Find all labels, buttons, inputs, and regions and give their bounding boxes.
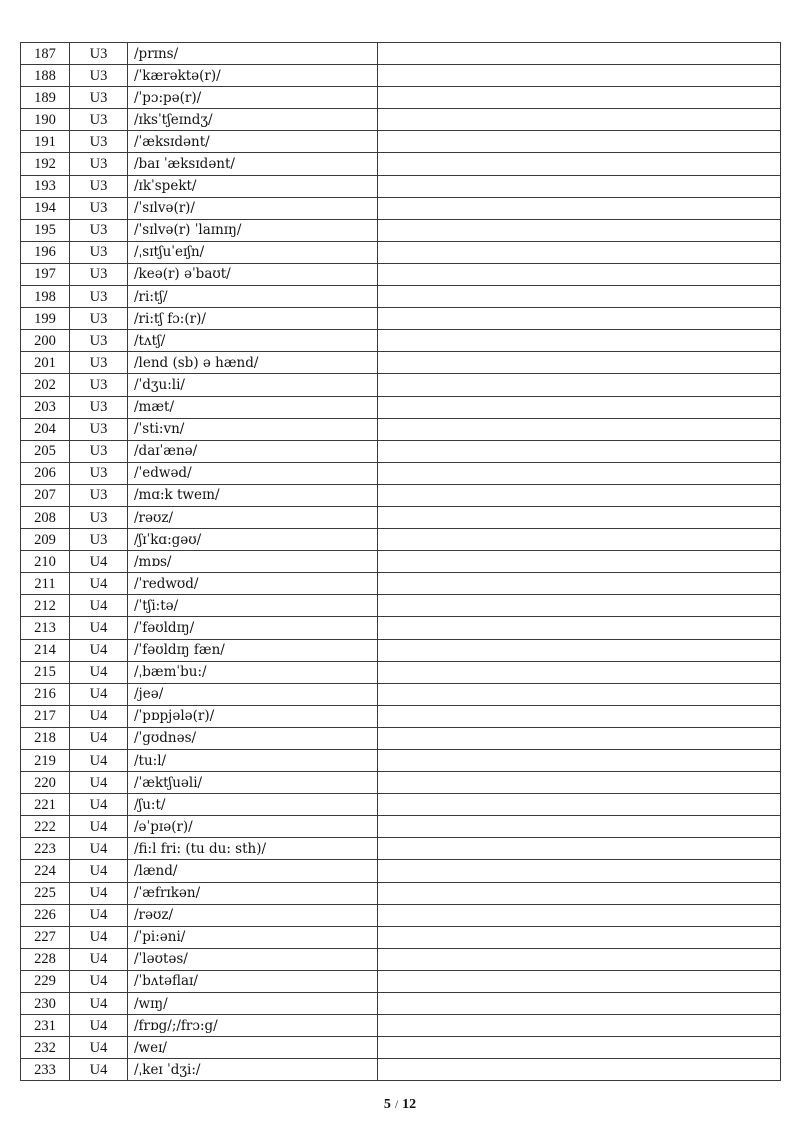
notes-cell (378, 153, 781, 175)
phonetic-cell: /ˈredwʊd/ (128, 573, 378, 595)
phonetic-cell: /ˌsɪtʃuˈeɪʃn/ (128, 241, 378, 263)
notes-cell (378, 573, 781, 595)
phonetic-cell: /tʌtʃ/ (128, 330, 378, 352)
table-row (21, 65, 781, 87)
notes-cell (378, 750, 781, 772)
phonetic-cell: /mɑ:k tweɪn/ (128, 484, 378, 506)
unit-cell: U3 (70, 43, 128, 65)
unit-cell: U4 (70, 926, 128, 948)
unit-cell: U4 (70, 1059, 128, 1081)
row-number-cell: 189 (21, 87, 70, 109)
unit-cell: U4 (70, 1037, 128, 1059)
table-row (21, 418, 781, 440)
row-number-cell: 209 (21, 529, 70, 551)
notes-cell (378, 440, 781, 462)
phonetic-cell: /ˈedwəd/ (128, 462, 378, 484)
notes-cell (378, 65, 781, 87)
unit-cell: U4 (70, 860, 128, 882)
row-number-cell: 199 (21, 308, 70, 330)
row-number-cell: 223 (21, 838, 70, 860)
page-number (0, 1097, 800, 1113)
unit-cell: U3 (70, 506, 128, 528)
table-row (21, 109, 781, 131)
table-row (21, 153, 781, 175)
current-page-number: 5 (383, 1097, 391, 1112)
unit-cell: U4 (70, 617, 128, 639)
phonetic-cell: /ˈsti:vn/ (128, 418, 378, 440)
table-row (21, 683, 781, 705)
unit-cell: U3 (70, 263, 128, 285)
unit-cell: U4 (70, 595, 128, 617)
unit-cell: U4 (70, 639, 128, 661)
phonetic-cell: /lænd/ (128, 860, 378, 882)
phonetic-cell: /prɪns/ (128, 43, 378, 65)
notes-cell (378, 352, 781, 374)
table-row (21, 462, 781, 484)
row-number-cell: 233 (21, 1059, 70, 1081)
unit-cell: U3 (70, 418, 128, 440)
table-row (21, 727, 781, 749)
row-number-cell: 228 (21, 948, 70, 970)
notes-cell (378, 374, 781, 396)
row-number-cell: 221 (21, 794, 70, 816)
row-number-cell: 227 (21, 926, 70, 948)
row-number-cell: 195 (21, 219, 70, 241)
phonetic-cell: /ˈdʒu:li/ (128, 374, 378, 396)
phonetic-cell: /ri:tʃ fɔ:(r)/ (128, 308, 378, 330)
row-number-cell: 192 (21, 153, 70, 175)
row-number-cell: 203 (21, 396, 70, 418)
table-row (21, 904, 781, 926)
row-number-cell: 213 (21, 617, 70, 639)
row-number-cell: 224 (21, 860, 70, 882)
notes-cell (378, 926, 781, 948)
table-row (21, 794, 781, 816)
row-number-cell: 204 (21, 418, 70, 440)
row-number-cell: 217 (21, 705, 70, 727)
unit-cell: U4 (70, 970, 128, 992)
row-number-cell: 188 (21, 65, 70, 87)
table-row (21, 816, 781, 838)
table-row (21, 1059, 781, 1081)
table-row (21, 330, 781, 352)
notes-cell (378, 705, 781, 727)
notes-cell (378, 639, 781, 661)
row-number-cell: 193 (21, 175, 70, 197)
unit-cell: U3 (70, 374, 128, 396)
notes-cell (378, 882, 781, 904)
notes-cell (378, 617, 781, 639)
phonetic-cell: /frɒg/;/frɔ:g/ (128, 1015, 378, 1037)
unit-cell: U3 (70, 65, 128, 87)
row-number-cell: 229 (21, 970, 70, 992)
notes-cell (378, 904, 781, 926)
notes-cell (378, 993, 781, 1015)
table-row (21, 484, 781, 506)
unit-cell: U4 (70, 750, 128, 772)
table-row (21, 396, 781, 418)
unit-cell: U3 (70, 330, 128, 352)
table-row (21, 860, 781, 882)
phonetic-cell: /ˈbʌtəflaɪ/ (128, 970, 378, 992)
phonetic-cell: /ˈpɔ:pə(r)/ (128, 87, 378, 109)
phonetic-cell: /ˈsɪlvə(r) ˈlaɪnɪŋ/ (128, 219, 378, 241)
row-number-cell: 190 (21, 109, 70, 131)
unit-cell: U3 (70, 308, 128, 330)
table-row (21, 705, 781, 727)
row-number-cell: 200 (21, 330, 70, 352)
unit-cell: U3 (70, 175, 128, 197)
unit-cell: U3 (70, 462, 128, 484)
notes-cell (378, 970, 781, 992)
unit-cell: U4 (70, 661, 128, 683)
row-number-cell: 205 (21, 440, 70, 462)
row-number-cell: 207 (21, 484, 70, 506)
row-number-cell: 219 (21, 750, 70, 772)
row-number-cell: 225 (21, 882, 70, 904)
table-row (21, 440, 781, 462)
unit-cell: U3 (70, 241, 128, 263)
phonetic-cell: /mæt/ (128, 396, 378, 418)
table-row (21, 772, 781, 794)
notes-cell (378, 219, 781, 241)
row-number-cell: 222 (21, 816, 70, 838)
table-row (21, 286, 781, 308)
phonetic-cell: /ˈkærəktə(r)/ (128, 65, 378, 87)
table-row (21, 926, 781, 948)
phonetic-cell: /mɒs/ (128, 551, 378, 573)
table-row (21, 87, 781, 109)
table-row (21, 263, 781, 285)
notes-cell (378, 727, 781, 749)
notes-cell (378, 595, 781, 617)
phonetic-cell: /əˈpɪə(r)/ (128, 816, 378, 838)
unit-cell: U4 (70, 683, 128, 705)
notes-cell (378, 87, 781, 109)
notes-cell (378, 1037, 781, 1059)
notes-cell (378, 948, 781, 970)
unit-cell: U4 (70, 1015, 128, 1037)
notes-cell (378, 131, 781, 153)
vocabulary-table (20, 42, 781, 1081)
unit-cell: U4 (70, 882, 128, 904)
table-row (21, 993, 781, 1015)
notes-cell (378, 330, 781, 352)
phonetic-cell: /jeə/ (128, 683, 378, 705)
table-row (21, 882, 781, 904)
unit-cell: U3 (70, 131, 128, 153)
phonetic-cell: /ˌbæmˈbu:/ (128, 661, 378, 683)
row-number-cell: 210 (21, 551, 70, 573)
unit-cell: U3 (70, 153, 128, 175)
phonetic-cell: /daɪˈænə/ (128, 440, 378, 462)
table-row (21, 219, 781, 241)
notes-cell (378, 551, 781, 573)
unit-cell: U3 (70, 529, 128, 551)
table-row (21, 374, 781, 396)
unit-cell: U3 (70, 352, 128, 374)
row-number-cell: 218 (21, 727, 70, 749)
phonetic-cell: /lend (sb) ə hænd/ (128, 352, 378, 374)
row-number-cell: 206 (21, 462, 70, 484)
row-number-cell: 194 (21, 197, 70, 219)
notes-cell (378, 772, 781, 794)
unit-cell: U4 (70, 794, 128, 816)
unit-cell: U3 (70, 219, 128, 241)
row-number-cell: 216 (21, 683, 70, 705)
notes-cell (378, 263, 781, 285)
notes-cell (378, 109, 781, 131)
notes-cell (378, 529, 781, 551)
table-row (21, 131, 781, 153)
row-number-cell: 198 (21, 286, 70, 308)
phonetic-cell: /ˈfəʊldɪŋ fæn/ (128, 639, 378, 661)
unit-cell: U4 (70, 904, 128, 926)
phonetic-cell: /ˈsɪlvə(r)/ (128, 197, 378, 219)
unit-cell: U4 (70, 816, 128, 838)
phonetic-cell: /ˌkeɪ ˈdʒi:/ (128, 1059, 378, 1081)
notes-cell (378, 484, 781, 506)
phonetic-cell: /ʃu:t/ (128, 794, 378, 816)
notes-cell (378, 1059, 781, 1081)
phonetic-cell: /rəʊz/ (128, 506, 378, 528)
row-number-cell: 202 (21, 374, 70, 396)
phonetic-cell: /fi:l fri: (tu du: sth)/ (128, 838, 378, 860)
row-number-cell: 211 (21, 573, 70, 595)
table-row (21, 838, 781, 860)
phonetic-cell: /ˈæfrɪkən/ (128, 882, 378, 904)
unit-cell: U4 (70, 705, 128, 727)
notes-cell (378, 506, 781, 528)
total-pages: 12 (402, 1097, 417, 1112)
table-row (21, 1037, 781, 1059)
table-row (21, 43, 781, 65)
phonetic-cell: /ˈfəʊldɪŋ/ (128, 617, 378, 639)
phonetic-cell: /ɪksˈtʃeɪndʒ/ (128, 109, 378, 131)
unit-cell: U4 (70, 573, 128, 595)
row-number-cell: 201 (21, 352, 70, 374)
phonetic-cell: /rəʊz/ (128, 904, 378, 926)
phonetic-cell: /ˈæksɪdənt/ (128, 131, 378, 153)
phonetic-cell: /keə(r) əˈbaʊt/ (128, 263, 378, 285)
table-row (21, 661, 781, 683)
notes-cell (378, 197, 781, 219)
notes-cell (378, 683, 781, 705)
page-separator: / (394, 1097, 399, 1111)
row-number-cell: 212 (21, 595, 70, 617)
unit-cell: U4 (70, 993, 128, 1015)
row-number-cell: 191 (21, 131, 70, 153)
table-row (21, 573, 781, 595)
notes-cell (378, 396, 781, 418)
row-number-cell: 231 (21, 1015, 70, 1037)
table-row (21, 617, 781, 639)
row-number-cell: 214 (21, 639, 70, 661)
table-row (21, 529, 781, 551)
unit-cell: U3 (70, 286, 128, 308)
notes-cell (378, 175, 781, 197)
notes-cell (378, 860, 781, 882)
table-row (21, 175, 781, 197)
vocabulary-table-body (21, 43, 781, 1081)
phonetic-cell: /ʃɪˈkɑ:gəʊ/ (128, 529, 378, 551)
table-row (21, 241, 781, 263)
phonetic-cell: /weɪ/ (128, 1037, 378, 1059)
phonetic-cell: /ˈæktʃuəli/ (128, 772, 378, 794)
table-row (21, 595, 781, 617)
phonetic-cell: /ˈpi:əni/ (128, 926, 378, 948)
row-number-cell: 215 (21, 661, 70, 683)
phonetic-cell: /ˈpɒpjələ(r)/ (128, 705, 378, 727)
unit-cell: U4 (70, 772, 128, 794)
notes-cell (378, 43, 781, 65)
unit-cell: U3 (70, 109, 128, 131)
notes-cell (378, 462, 781, 484)
table-row (21, 197, 781, 219)
row-number-cell: 187 (21, 43, 70, 65)
table-row (21, 1015, 781, 1037)
row-number-cell: 197 (21, 263, 70, 285)
row-number-cell: 220 (21, 772, 70, 794)
table-row (21, 948, 781, 970)
notes-cell (378, 286, 781, 308)
notes-cell (378, 794, 781, 816)
phonetic-cell: /baɪ ˈæksɪdənt/ (128, 153, 378, 175)
phonetic-cell: /ˈləʊtəs/ (128, 948, 378, 970)
table-row (21, 551, 781, 573)
unit-cell: U4 (70, 838, 128, 860)
phonetic-cell: /ˈtʃi:tə/ (128, 595, 378, 617)
table-row (21, 352, 781, 374)
phonetic-cell: /wɪŋ/ (128, 993, 378, 1015)
notes-cell (378, 661, 781, 683)
notes-cell (378, 241, 781, 263)
table-row (21, 506, 781, 528)
row-number-cell: 232 (21, 1037, 70, 1059)
table-row (21, 970, 781, 992)
phonetic-cell: /ˈgʊdnəs/ (128, 727, 378, 749)
table-row (21, 639, 781, 661)
notes-cell (378, 838, 781, 860)
notes-cell (378, 418, 781, 440)
phonetic-cell: /ɪkˈspekt/ (128, 175, 378, 197)
row-number-cell: 208 (21, 506, 70, 528)
unit-cell: U4 (70, 551, 128, 573)
unit-cell: U4 (70, 727, 128, 749)
unit-cell: U4 (70, 948, 128, 970)
phonetic-cell: /tu:l/ (128, 750, 378, 772)
notes-cell (378, 1015, 781, 1037)
unit-cell: U3 (70, 87, 128, 109)
table-row (21, 750, 781, 772)
notes-cell (378, 308, 781, 330)
unit-cell: U3 (70, 484, 128, 506)
row-number-cell: 226 (21, 904, 70, 926)
unit-cell: U3 (70, 197, 128, 219)
unit-cell: U3 (70, 440, 128, 462)
phonetic-cell: /ri:tʃ/ (128, 286, 378, 308)
row-number-cell: 196 (21, 241, 70, 263)
table-row (21, 308, 781, 330)
notes-cell (378, 816, 781, 838)
row-number-cell: 230 (21, 993, 70, 1015)
unit-cell: U3 (70, 396, 128, 418)
